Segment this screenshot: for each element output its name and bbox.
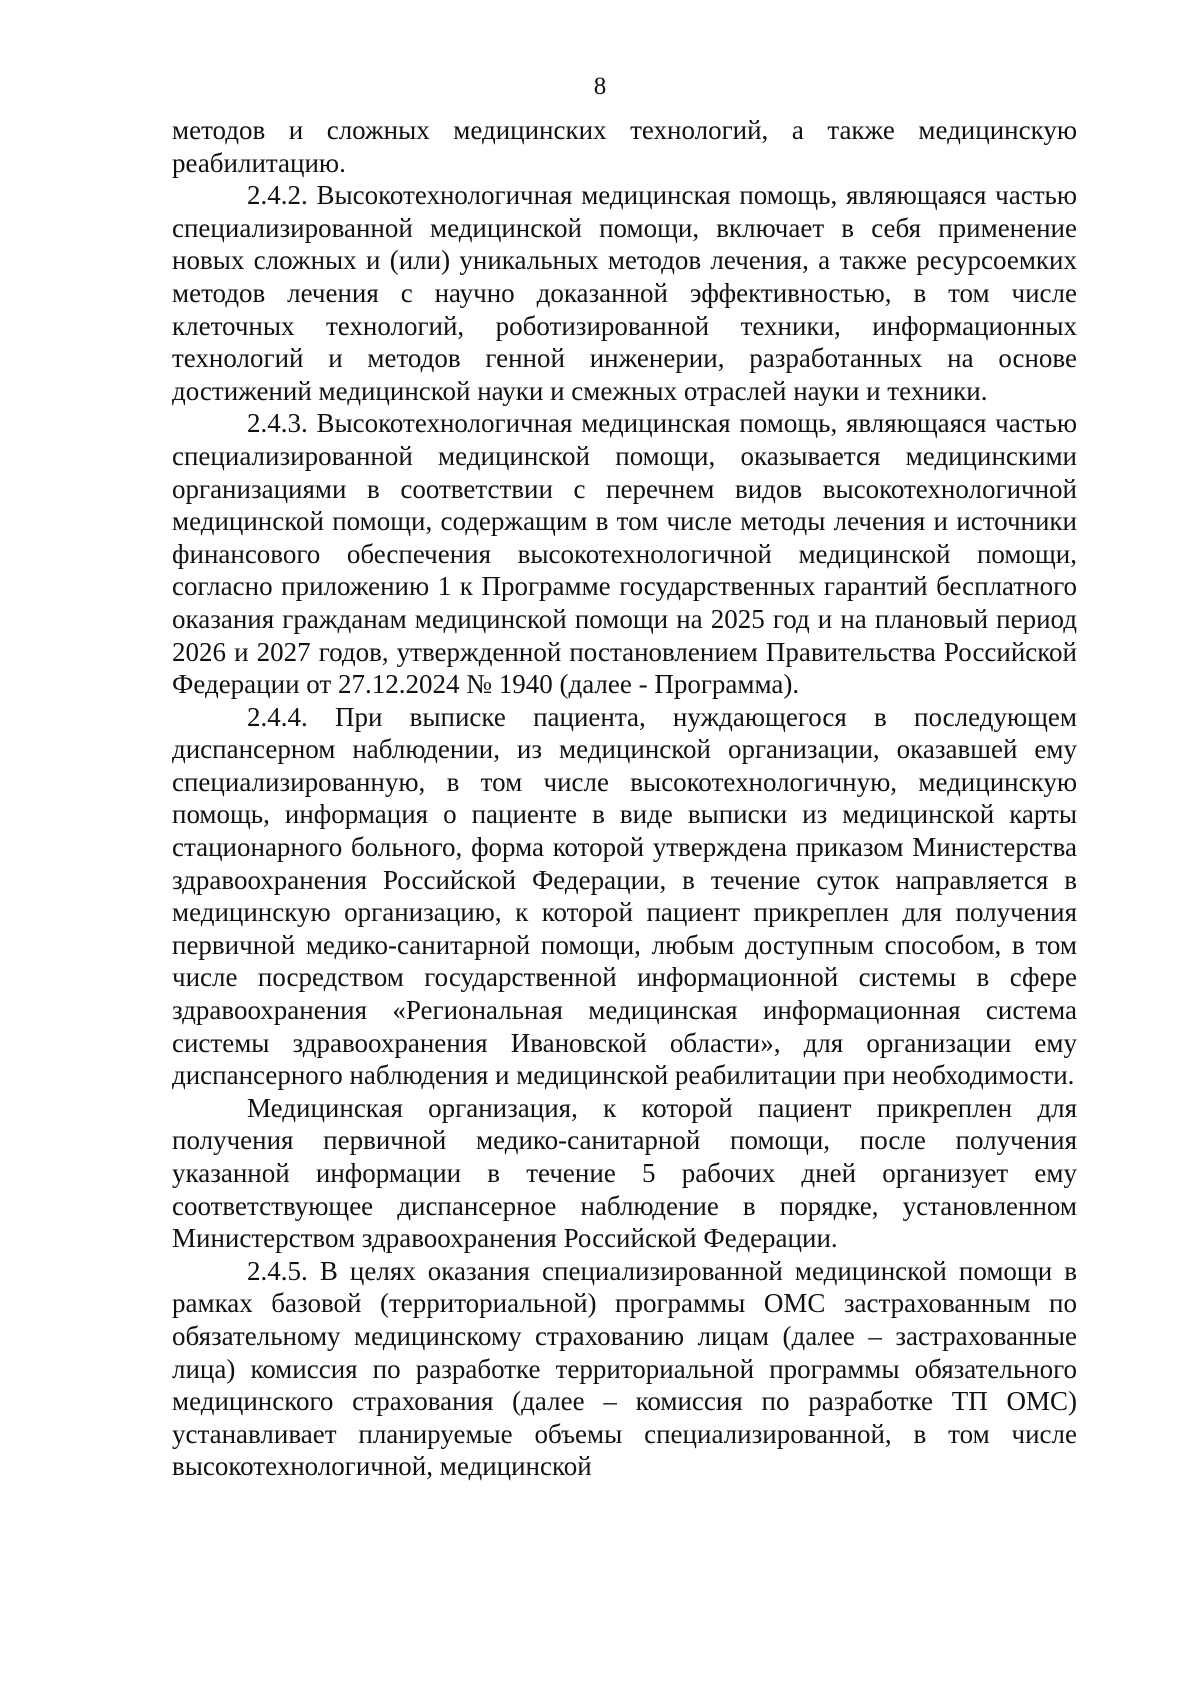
paragraph-2-4-3: 2.4.3. Высокотехнологичная медицинская помощь, являющаяся частью специализированной медицинской помощи, оказывается медицинскими организациями в соответствии с перечнем видов высокотехнологичной медицинской помощи, содержащим в том числе методы лечения и источники финансового обеспечения высокотехнологичной медицинской помощи, согласно приложению 1 к Программе государственных гарантий бесплатного оказания гражданам медицинской помощи на 2025 год и на плановый период 2026 и 2027 годов, утвержденной постановлением Правительства Российской Федерации от 27.12.2024 № 1940 (далее - Программа). — [172, 408, 1077, 700]
paragraph-continuation: методов и сложных медицинских технологий, а также медицинскую реабилитацию. — [172, 115, 1077, 178]
paragraph-medical-organization: Медицинская организация, к которой пациент прикреплен для получения первичной медико-санитарной помощи, после получения указанной информации в течение 5 рабочих дней организует ему соответствующее диспансерное наблюдение в порядке, установленном Министерством здравоохранения Российской Федерации. — [172, 1092, 1077, 1254]
paragraph-2-4-2: 2.4.2. Высокотехнологичная медицинская помощь, являющаяся частью специализированной медицинской помощи, включает в себя применение новых сложных и (или) уникальных методов лечения, а также ресурсоемких методов лечения с научно доказанной эффективностью, в том числе клеточных технологий, роботизированной техники, информационных технологий и методов генной инженерии, разработанных на основе достижений медицинской науки и смежных отраслей науки и техники. — [172, 180, 1077, 406]
page-number: 8 — [593, 73, 607, 100]
document-body — [172, 114, 1077, 1483]
paragraph-2-4-4: 2.4.4. При выписке пациента, нуждающегося в последующем диспансерном наблюдении, из медицинской организации, оказавшей ему специализированную, в том числе высокотехнологичную, медицинскую помощь, информация о пациенте в виде выписки из медицинской карты стационарного больного, форма которой утверждена приказом Министерства здравоохранения Российской Федерации, в течение суток направляется в медицинскую организацию, к которой пациент прикреплен для получения первичной медико-санитарной помощи, любым доступным способом, в том числе посредством государственной информационной системы в сфере здравоохранения «Региональная медицинская информационная система системы здравоохранения Ивановской области», для организации ему диспансерного наблюдения и медицинской реабилитации при необходимости. — [172, 701, 1077, 1091]
paragraph-2-4-5: 2.4.5. В целях оказания специализированной медицинской помощи в рамках базовой (территориальной) программы ОМС застрахованным по обязательному медицинскому страхованию лицам (далее – застрахованные лица) комиссия по разработке территориальной программы обязательного медицинского страхования (далее – комиссия по разработке ТП ОМС) устанавливает планируемые объемы специализированной, в том числе высокотехнологичной, медицинской — [172, 1255, 1077, 1482]
